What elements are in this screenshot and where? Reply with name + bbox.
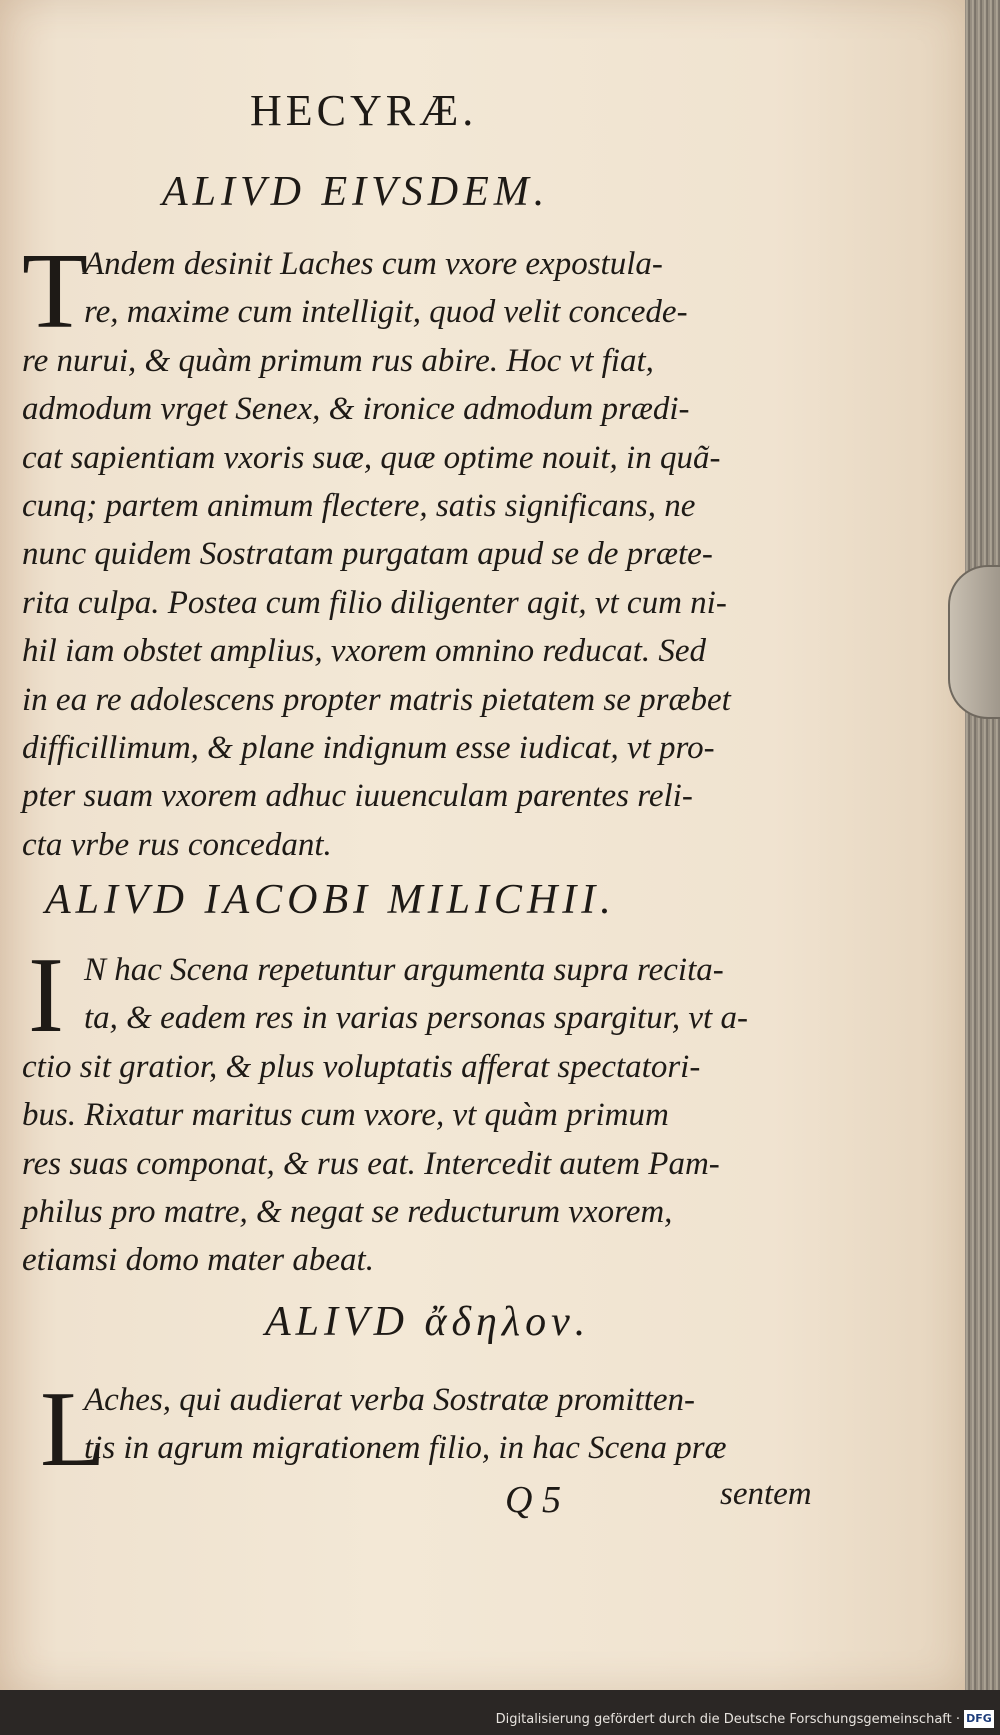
text-line: tis in agrum migrationem filio, in hac Scena præ [84,1430,727,1467]
text-line: Andem desinit Laches cum vxore expostula- [84,246,663,282]
text-line: admodum vrget Senex, & ironice admodum prædi- [22,391,690,428]
text-line: nunc quidem Sostratam purgatam apud se de præte- [22,536,713,573]
digitization-credit: Digitalisierung gefördert durch die Deutsche Forschungsgemeinschaft · [495,1712,960,1727]
catchword: sentem [720,1476,812,1512]
text-line: hil iam obstet amplius, vxorem omnino reducat. Sed [22,633,707,670]
text-line: re, maxime cum intelligit, quod velit concede- [84,294,688,331]
text-line: rita culpa. Postea cum filio diligenter agit, vt cum ni- [22,584,727,621]
text-line: philus pro matre, & negat se reducturum vxorem, [22,1194,673,1231]
paragraph-3 [22,1376,822,1473]
text-line: Aches, qui audierat verba Sostratæ promitten- [84,1382,696,1418]
drop-cap-t: T [22,232,88,351]
text-line: cat sapientiam vxoris suæ, quæ optime nouit, in quã- [22,439,721,476]
text-line: in ea re adolescens propter matris pietatem se præbet [22,681,731,718]
text-line: bus. Rixatur maritus cum vxore, vt quàm primum [22,1097,669,1134]
book-clip [948,565,1000,719]
book-edge [965,0,1000,1690]
text-line: cunq; partem animum flectere, satis significans, ne [22,488,696,525]
paragraph-1 [22,232,822,869]
drop-cap-l: L [40,1370,106,1489]
text-line: ctio sit gratior, & plus voluptatis afferat spectatori- [22,1048,701,1085]
text-line: ta, & eadem res in varias personas spargitur, vt a- [84,1000,748,1037]
signature-mark: Q 5 [505,1479,561,1521]
text-line: difficillimum, & plane indignum esse iudicat, vt pro- [22,730,715,767]
heading-alivd-adelon: ALIVD ἄδηλον. [265,1299,591,1345]
running-head: HECYRÆ. [250,86,478,135]
drop-cap-i: I [28,936,64,1055]
text-line: re nurui, & quàm primum rus abire. Hoc vt fiat, [22,342,654,379]
text-line: etiamsi domo mater abeat. [22,1242,374,1279]
text-line: N hac Scena repetuntur argumenta supra recita- [84,952,724,988]
heading-alivd-eiusdem: ALIVD EIVSDEM. [162,169,550,215]
paragraph-2 [22,946,822,1285]
text-line: res suas componat, & rus eat. Intercedit autem Pam- [22,1145,720,1182]
text-line: cta vrbe rus concedant. [22,826,332,863]
text-line: pter suam vxorem adhuc iuuenculam parentes reli- [22,778,693,815]
heading-alivd-iacobi-milichii: ALIVD IACOBI MILICHII. [45,877,616,923]
dfg-logo: DFG [964,1710,994,1728]
